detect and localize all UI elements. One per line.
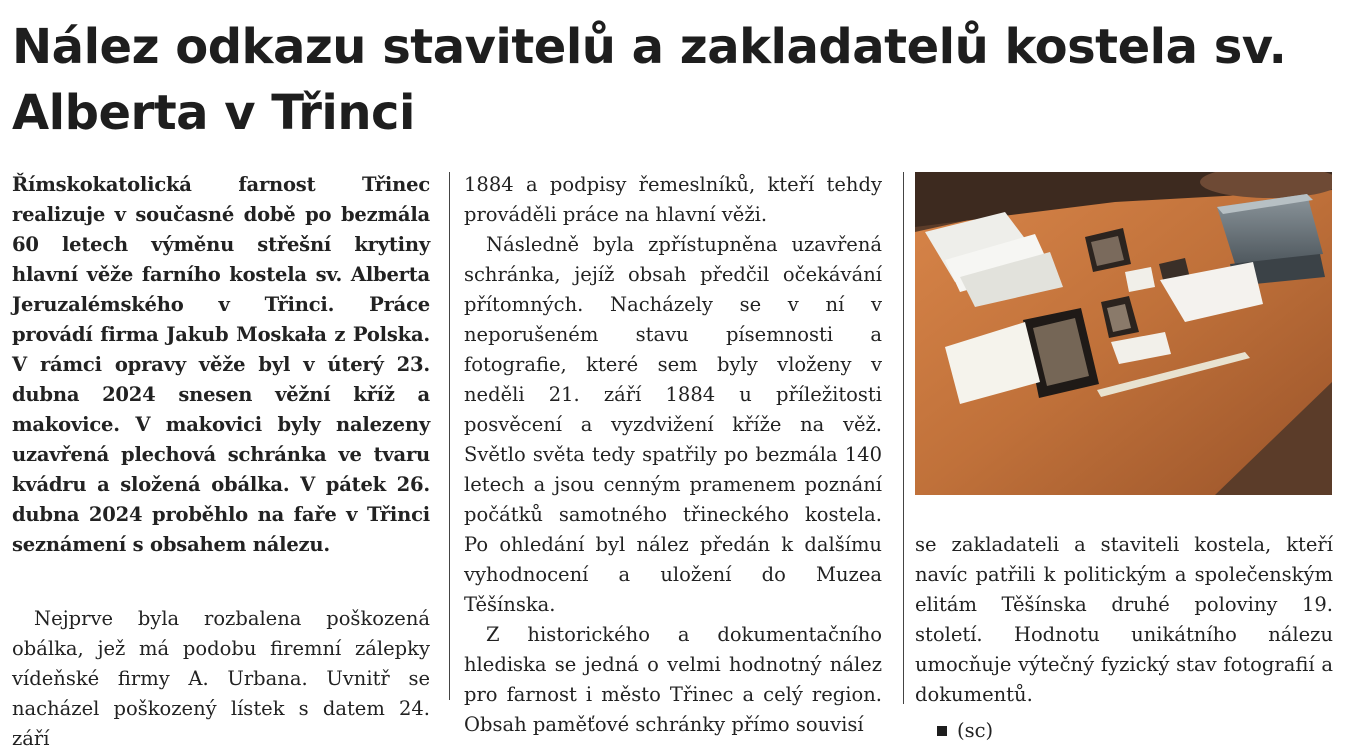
column-divider	[449, 172, 450, 700]
article-photo	[915, 172, 1332, 495]
column-1	[12, 170, 430, 754]
paragraph: Z historického a dokumentačního hlediska se jedná o velmi hodnotný nález pro farnost i město Třinec a celý region. Obsah paměťové schránky přímo souvisí	[464, 623, 882, 736]
end-mark-icon	[937, 726, 947, 736]
article-signoff	[915, 716, 1333, 746]
paragraph: 1884 a podpisy řemeslníků, kteří tehdy prováděli práce na hlavní věži.	[464, 173, 882, 226]
paragraph: Následně byla zpřístupněna uzavřená schránka, jejíž obsah předčil očekávání přítomných. Nacházely se v ní v neporušeném stavu písemnosti a fotografie, které sem byly vloženy v neděli 21. září 1884 u příležitosti posvěcení a vyzdvižení kříže na věž. Světlo světa tedy spatřily po bezmála 140 letech a jsou cenným pramenem poznání počátků samotného třineckého kostela. Po ohledání byl nález předán k dalšímu vyhodnocení a uložení do Muzea Těšínska.	[464, 233, 882, 616]
paragraph: Nejprve byla rozbalena poškozená obálka, jež má podobu firemní zálepky vídeňské firmy A. Urbana. Uvnitř se nacházel poškozený lístek s datem 24. září	[12, 607, 430, 750]
article-title: Nález odkazu stavitelů a zakladatelů kostela sv. Alberta v Třinci	[12, 19, 1287, 141]
column-2	[464, 170, 882, 740]
paragraph: se zakladateli a staviteli kostela, kteří navíc patřili k politickým a společenským elitám Těšínska druhé poloviny 19. století. Hodnotu unikátního nálezu umocňuje výtečný fyzický stav fotografií a dokumentů.	[915, 533, 1333, 706]
column-divider	[903, 172, 904, 704]
column-3	[915, 530, 1333, 746]
article-lead: Římskokatolická farnost Třinec realizuje v současné době po bezmála 60 letech výměnu střešní krytiny hlavní věže farního kostela sv. Alberta Jeruzalémského v Třinci. Práce provádí firma Jakub Moskała z Polska. V rámci opravy věže byl v úterý 23. dubna 2024 snesen věžní kříž a makovice. V makovici byly nalezeny uzavřená plechová schránka ve tvaru kvádru a složená obálka. V pátek 26. dubna 2024 proběhlo na faře v Třinci seznámení s obsahem nálezu.	[12, 173, 430, 556]
author-initials: (sc)	[957, 719, 994, 742]
